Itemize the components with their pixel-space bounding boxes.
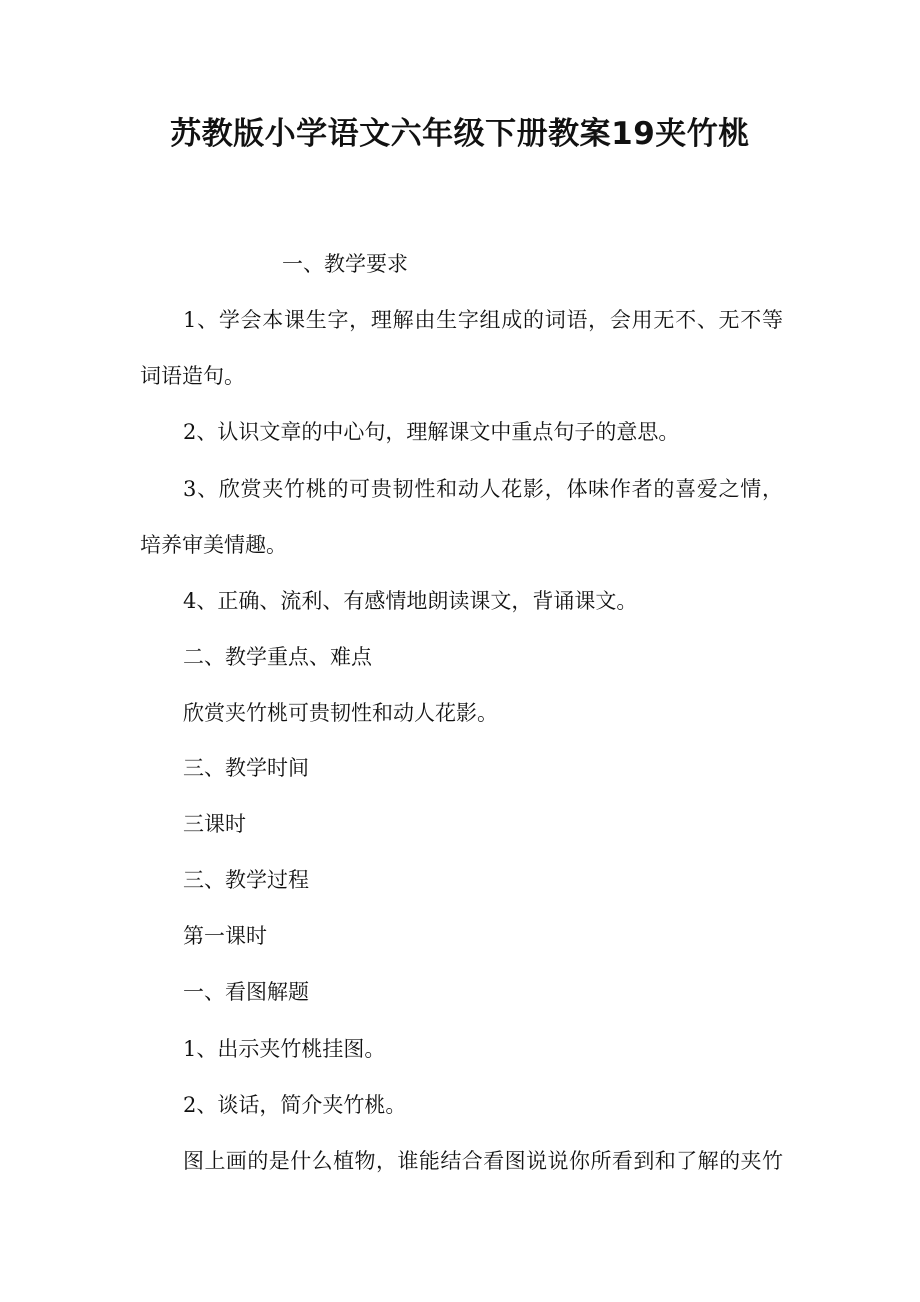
requirement-4: 4、正确、流利、有感情地朗读课文，背诵课文。 [183,589,638,613]
requirement-1-line-1: 1、学会本课生字，理解由生字组成的词语，会用无不、无不等 [183,308,783,332]
key-points-text: 欣赏夹竹桃可贵韧性和动人花影。 [183,701,498,725]
requirement-2: 2、认识文章的中心句，理解课文中重点句子的意思。 [183,420,680,444]
step-heading-view-picture: 一、看图解题 [183,980,309,1004]
requirement-3-line-1: 3、欣赏夹竹桃的可贵韧性和动人花影，体味作者的喜爱之情， [183,477,783,501]
requirement-1-line-2: 词语造句。 [140,364,245,388]
requirement-3-line-2: 培养审美情趣。 [140,533,287,557]
section-heading-key-points: 二、教学重点、难点 [183,645,372,669]
lesson-heading-first: 第一课时 [183,924,267,948]
step-2-question: 图上画的是什么植物，谁能结合看图说说你所看到和了解的夹竹 [183,1149,783,1173]
section-heading-requirements: 一、教学要求 [282,252,408,276]
section-heading-time: 三、教学时间 [183,756,309,780]
step-2: 2、谈话，简介夹竹桃。 [183,1093,407,1117]
step-1: 1、出示夹竹桃挂图。 [183,1037,386,1061]
document-title: 苏教版小学语文六年级下册教案19夹竹桃 [170,116,750,152]
section-heading-process: 三、教学过程 [183,868,309,892]
time-text: 三课时 [183,812,246,836]
